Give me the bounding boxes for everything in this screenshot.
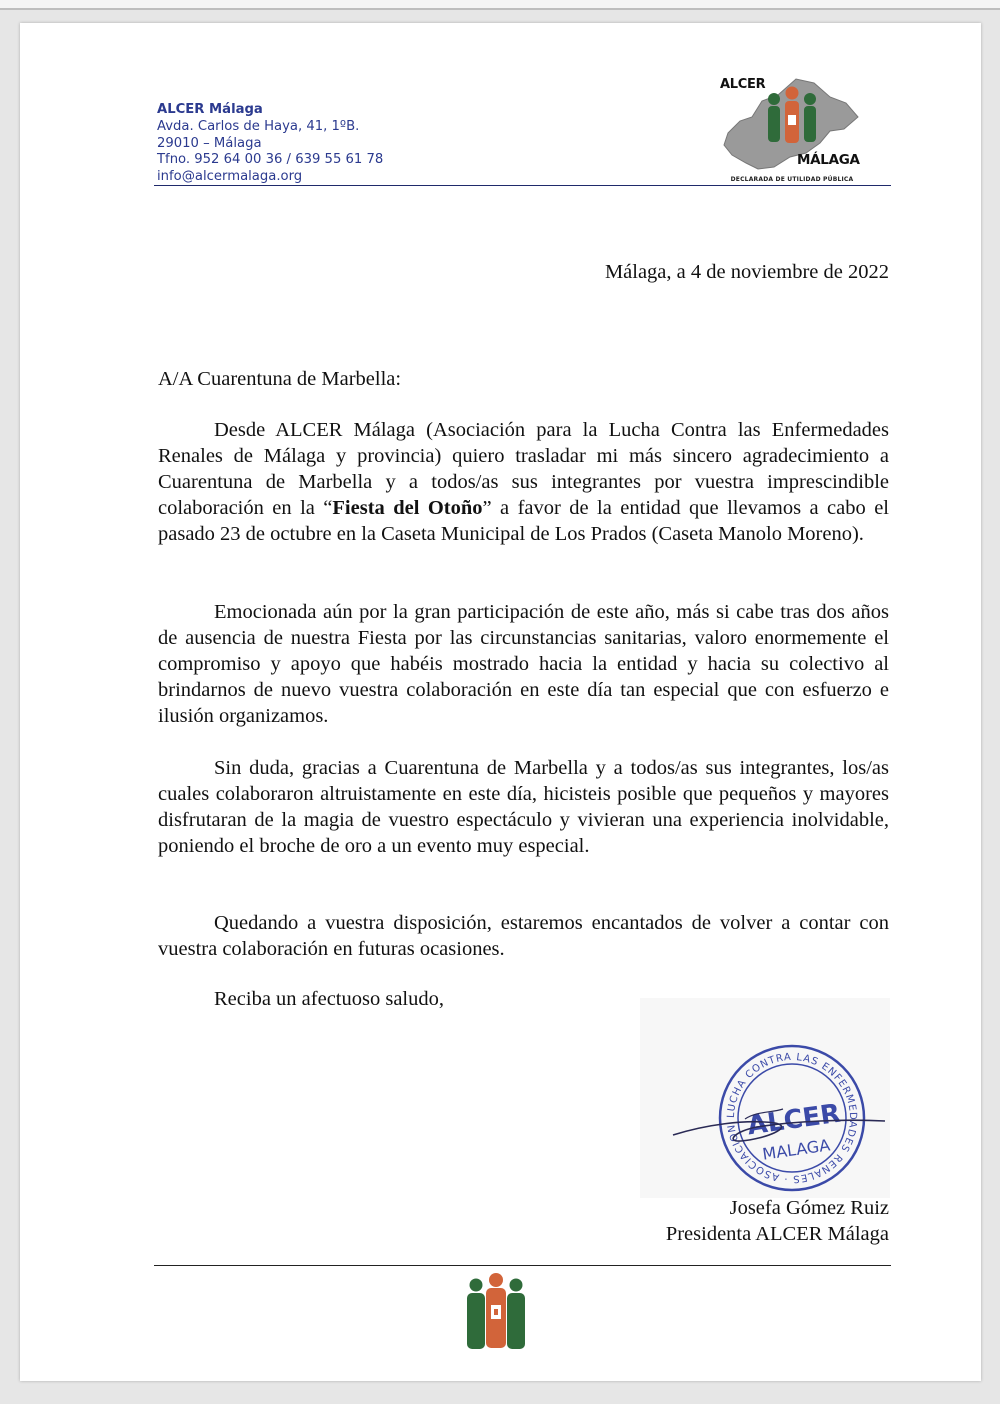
- sender-phone: Tfno. 952 64 00 36 / 639 55 61 78: [157, 152, 384, 168]
- signer-title: Presidenta ALCER Málaga: [665, 1223, 889, 1245]
- stamp-malaga-text: MALAGA: [761, 1135, 832, 1164]
- paragraph-2: Emocionada aún por la gran participación de este año, más si cabe tras dos años de ausencia de nuestra Fiesta por las circunstancias sanitarias, valoro enormemente el compromiso y apoyo que habéis mostrado hacia la entidad y hacia su colectivo al brindarnos de nuevo vuestra colaboración en este día tan especial que con esfuerzo e ilusión organizamos.: [158, 601, 889, 727]
- closing-line: Reciba un afectuoso saludo,: [214, 988, 444, 1010]
- letter-page: [20, 23, 981, 1381]
- paragraph-1-text-b: ” a favor de la entidad que llevamos a cabo el pasado 23 de octubre en la Caseta Municipal de Los Prados (Caseta Manolo Moreno).: [158, 497, 889, 545]
- sender-email: info@alcermalaga.org: [157, 169, 303, 185]
- stamp-ring-text: LUCHA CONTRA LAS ENFERMEDADES RENALES · ASOCIACION: [725, 1051, 859, 1185]
- logo-caption: DECLARADA DE UTILIDAD PÚBLICA: [730, 176, 854, 183]
- logo-malaga-text: MÁLAGA: [797, 152, 860, 168]
- footer-divider: [154, 1265, 891, 1266]
- sender-address-block: [157, 102, 457, 186]
- paragraph-1: [158, 417, 889, 547]
- sender-address: Avda. Carlos de Haya, 41, 1ºB.: [157, 118, 360, 134]
- figures-icon: [768, 87, 816, 144]
- logo-alcer-text: ALCER: [720, 77, 766, 92]
- paragraph-1-text-a: Desde ALCER Málaga (Asociación para la Lucha Contra las Enfermedades Renales de Málaga y provincia) quiero trasladar mi más sincero agradecimiento a Cuarentuna de Marbella y a todos/as sus integrantes por vuestra imprescindible colaboración en la “: [158, 419, 889, 519]
- event-name: Fiesta del Otoño: [332, 497, 483, 519]
- viewer-top-bar: [0, 0, 1000, 10]
- letter-date: Málaga, a 4 de noviembre de 2022: [604, 261, 889, 283]
- signer-name: Josefa Gómez Ruiz: [729, 1197, 889, 1219]
- salutation: A/A Cuarentuna de Marbella:: [158, 368, 402, 390]
- footer-figures-logo: [461, 1271, 531, 1353]
- header-divider: [154, 185, 891, 186]
- sender-postal-code: 29010 – Málaga: [157, 135, 262, 151]
- signer-block: [666, 1195, 889, 1247]
- paragraph-3: Sin duda, gracias a Cuarentuna de Marbella y a todos/as sus integrantes, los/as cuales colaboraron altruistamente en este día, hicisteis posible que pequeños y mayores disfrutaran de la magia de vuestro espectáculo y vivieran una experiencia inolvidable, poniendo el broche de oro a un evento muy especial.: [158, 757, 889, 857]
- paragraph-4: Quedando a vuestra disposición, estaremos encantados de volver a contar con vuestra colaboración en futuras ocasiones.: [158, 912, 889, 960]
- stamp-alcer-text: ALCER: [745, 1098, 843, 1142]
- alcer-stamp: [645, 1023, 890, 1193]
- sender-org-name: ALCER Málaga: [157, 102, 263, 117]
